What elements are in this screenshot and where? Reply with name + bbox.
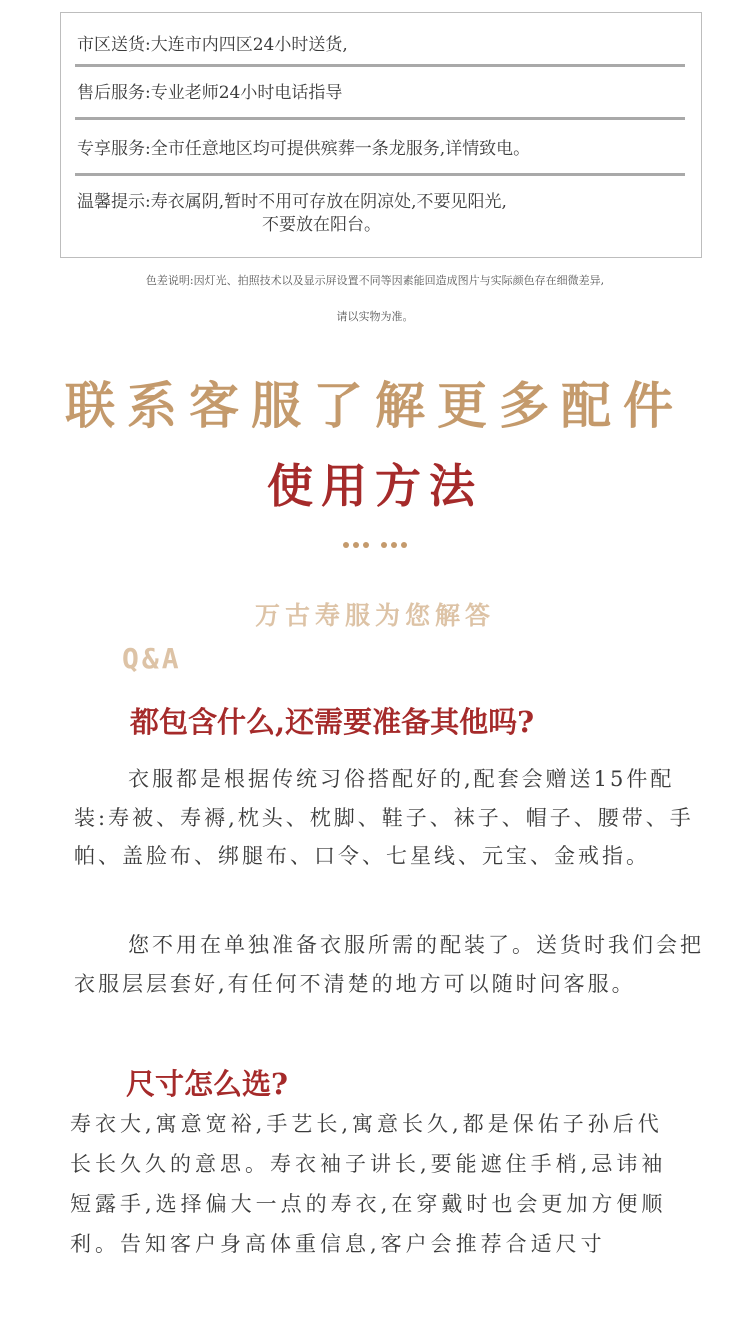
info-label: 温馨提示:	[77, 192, 151, 212]
dot-icon	[381, 542, 387, 548]
info-label: 售后服务:	[77, 83, 151, 103]
faq-answer-paragraph: 您不用在单独准备衣服所需的配装了。送货时我们会把衣服层层套好,有任何不清楚的地方可以随时问客服。	[74, 933, 704, 996]
info-value: 专业老师24小时电话指导	[150, 83, 343, 103]
info-value: 全市任意地区均可提供殡葬一条龙服务,详情致电。	[150, 139, 531, 159]
info-row-aftersales	[77, 80, 342, 106]
info-reminder-continuation: 不要放在阳台。	[262, 215, 381, 235]
faq-subtitle: 万古寿服为您解答	[254, 601, 495, 630]
row-divider	[75, 173, 685, 176]
service-info-box	[60, 12, 702, 258]
info-row-delivery	[77, 32, 348, 58]
faq-answer-paragraph: 寿衣大,寓意宽裕,手艺长,寓意长久,都是保佑子孙后代长长久久的意思。寿衣袖子讲长,要能遮住手梢,忌讳袖短露手,选择偏大一点的寿衣,在穿戴时也会更加方便顺利。告知客户身高体重信息,客户会推荐合适尺寸	[70, 1112, 667, 1256]
info-value: 大连市内四区24小时送货,	[150, 35, 348, 55]
dot-icon	[353, 542, 359, 548]
row-divider	[75, 117, 685, 120]
info-value: 寿衣属阴,暂时不用可存放在阴凉处,不要见阳光,	[150, 192, 507, 212]
dot-icon	[343, 542, 349, 548]
color-disclaimer-line-2: 请以实物为准。	[336, 310, 414, 323]
info-label: 专享服务:	[77, 139, 151, 159]
usage-method-headline: 使用方法	[267, 459, 483, 513]
faq-answer-paragraph: 衣服都是根据传统习俗搭配好的,配套会赠送15件配装:寿被、寿褥,枕头、枕脚、鞋子、袜子、帽子、腰带、手帕、盖脸布、绑腿布、口令、七星线、元宝、金戒指。	[74, 767, 694, 868]
qa-label: Q&A	[122, 642, 182, 675]
info-row-exclusive	[77, 136, 530, 162]
info-label: 市区送货:	[77, 35, 151, 55]
color-disclaimer-line-1: 色差说明:因灯光、拍照技术以及显示屏设置不同等因素能回造成图片与实际颜色存在细微差异,	[145, 274, 605, 287]
contact-service-headline: 联系客服了解更多配件	[65, 376, 685, 435]
row-divider	[75, 64, 685, 67]
decorative-dots	[0, 542, 750, 548]
dot-icon	[391, 542, 397, 548]
faq-question-size: 尺寸怎么选?	[126, 1067, 288, 1101]
faq-question-contents: 都包含什么,还需要准备其他吗?	[130, 705, 535, 739]
dot-icon	[363, 542, 369, 548]
dot-icon	[401, 542, 407, 548]
